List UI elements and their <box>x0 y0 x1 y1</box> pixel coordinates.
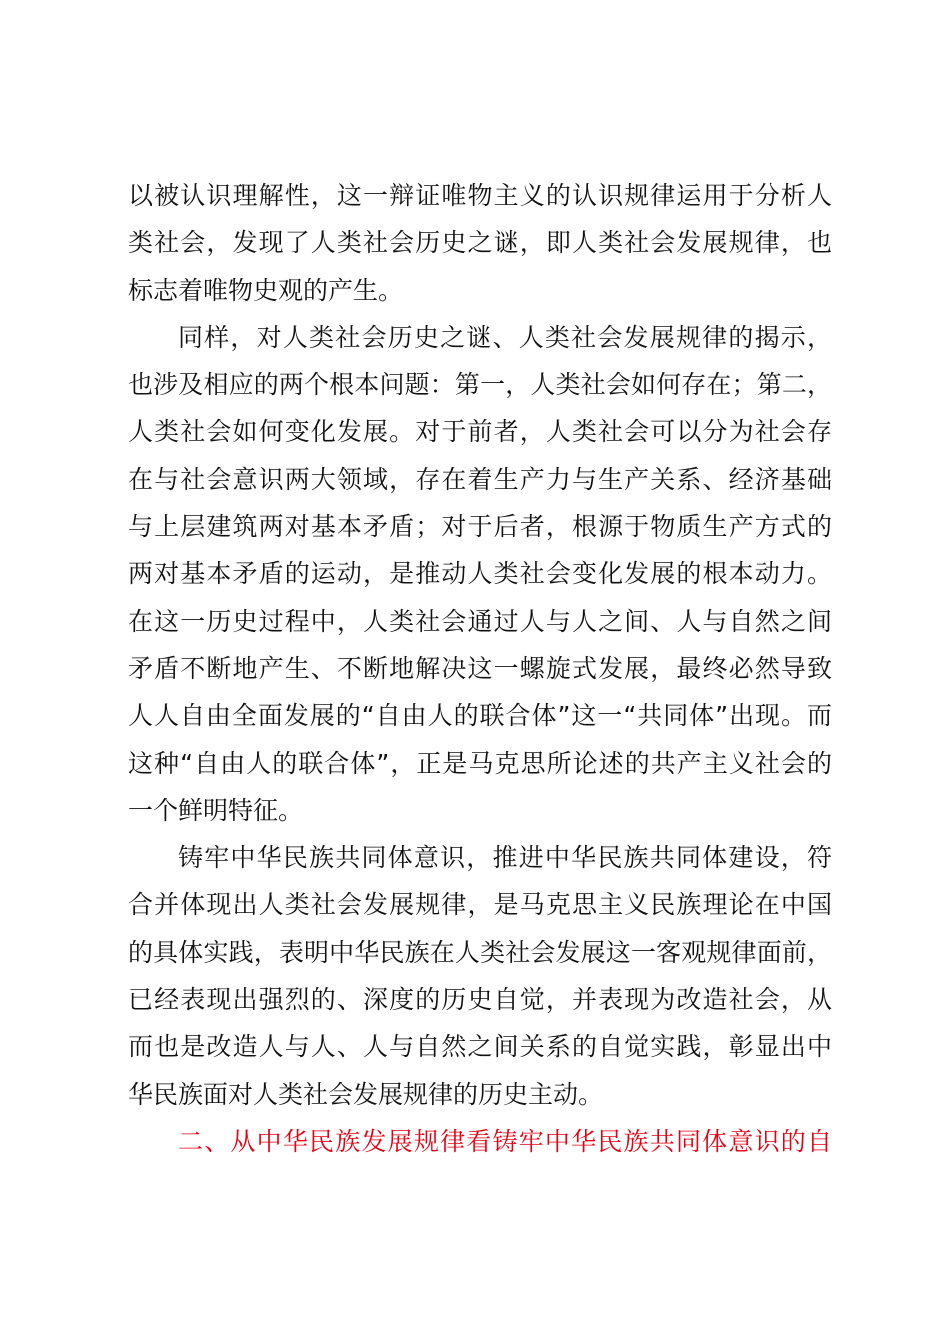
text-line: 两对基本矛盾的运动，是推动人类社会变化发展的根本动力。 <box>128 559 832 589</box>
text-line: 在这一历史过程中，人类社会通过人与人之间、人与自然之间 <box>128 606 832 636</box>
text-line: 与上层建筑两对基本矛盾；对于后者，根源于物质生产方式的 <box>128 512 832 542</box>
section-heading-text: 二、从中华民族发展规律看铸牢中华民族共同体意识的自 <box>178 1126 832 1156</box>
text-line: 的具体实践，表明中华民族在人类社会发展这一客观规律面前， <box>128 937 832 967</box>
text-line: 标志着唯物史观的产生。 <box>128 275 404 305</box>
text-line: 以被认识理解性，这一辩证唯物主义的认识规律运用于分析人 <box>128 181 832 210</box>
paragraph-2 <box>128 314 832 834</box>
text-line: 在与社会意识两大领域，存在着生产力与生产关系、经济基础 <box>128 464 832 494</box>
section-heading <box>128 1118 832 1165</box>
text-line: 人类社会如何变化发展。对于前者，人类社会可以分为社会存 <box>128 417 832 447</box>
text-line: 已经表现出强烈的、深度的历史自觉，并表现为改造社会，从 <box>128 985 832 1015</box>
text-line: 矛盾不断地产生、不断地解决这一螺旋式发展，最终必然导致 <box>128 653 832 683</box>
text-line: 人人自由全面发展的“自由人的联合体”这一“共同体”出现。而 <box>128 701 832 731</box>
text-line: 华民族面对人类社会发展规律的历史主动。 <box>128 1079 604 1109</box>
text-line: 类社会，发现了人类社会历史之谜，即人类社会发展规律，也 <box>128 228 832 258</box>
text-line: 同样，对人类社会历史之谜、人类社会发展规律的揭示， <box>178 322 832 352</box>
paragraph-continuation <box>128 172 832 314</box>
text-line: 这种“自由人的联合体”，正是马克思所论述的共产主义社会的 <box>128 748 832 778</box>
paragraph-3 <box>128 834 832 1118</box>
text-line: 合并体现出人类社会发展规律，是马克思主义民族理论在中国 <box>128 890 832 920</box>
text-line: 铸牢中华民族共同体意识，推进中华民族共同体建设，符 <box>178 843 832 873</box>
text-line: 一个鲜明特征。 <box>128 795 304 825</box>
text-line: 也涉及相应的两个根本问题：第一，人类社会如何存在；第二， <box>128 370 832 400</box>
text-line: 而也是改造人与人、人与自然之间关系的自觉实践，彰显出中 <box>128 1032 832 1062</box>
document-body <box>128 172 832 1165</box>
